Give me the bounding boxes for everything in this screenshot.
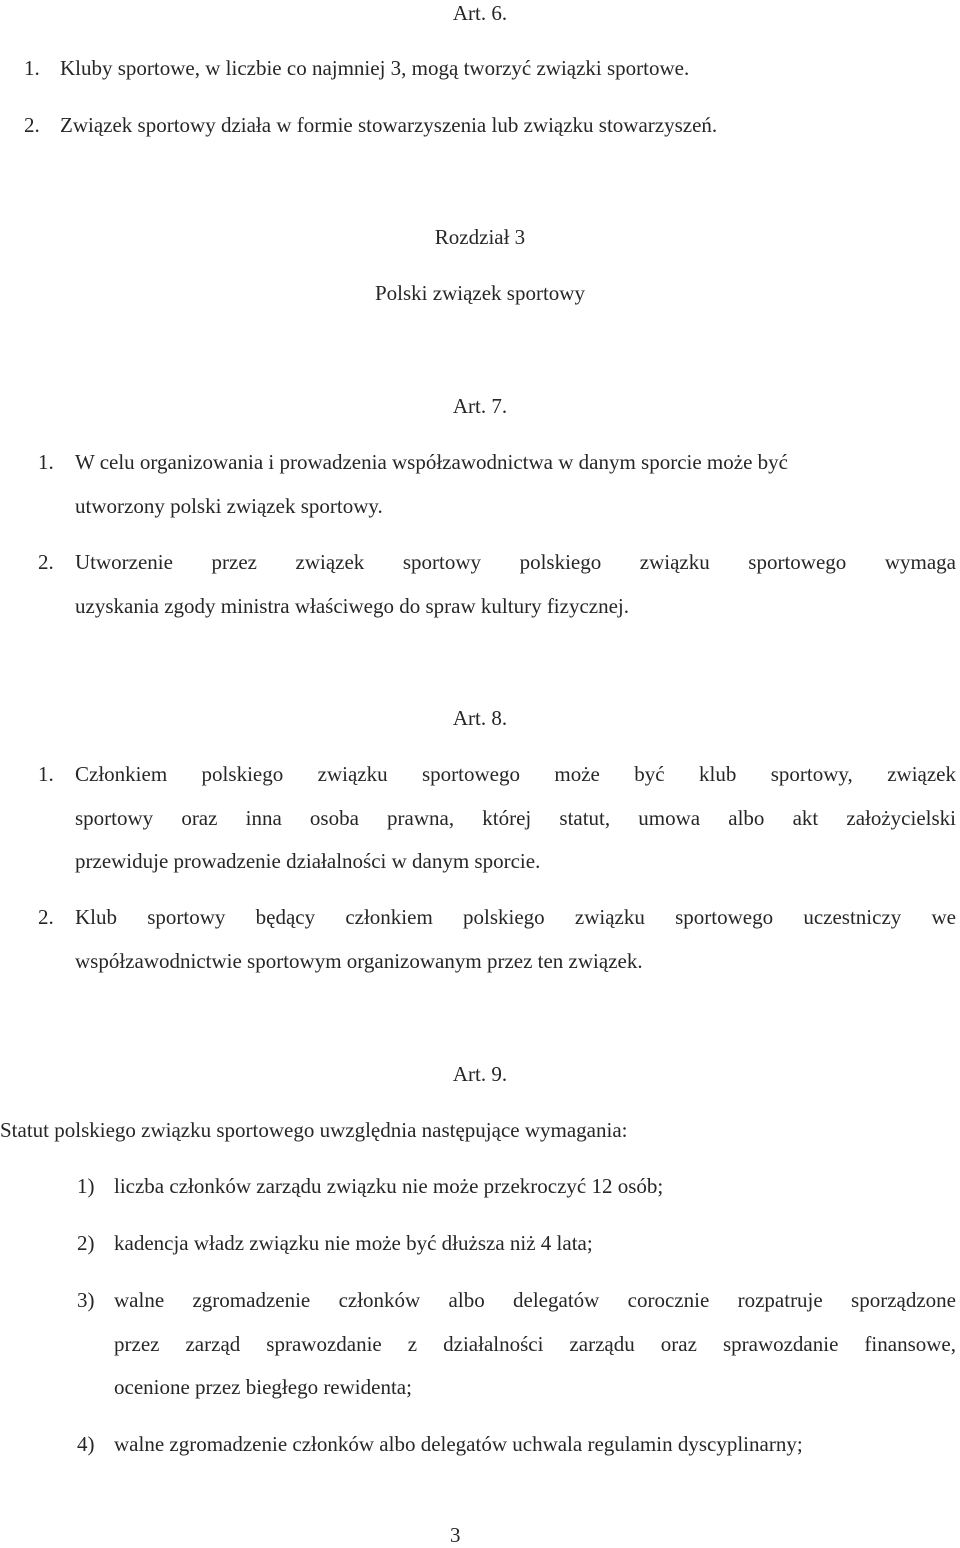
paragraph-number: 2. [38, 550, 54, 574]
paragraph-text-line: W celu organizowania i prowadzenia współzawodnictwa w danym sporcie może być [75, 450, 788, 474]
paragraph-text-line: uzyskania zgody ministra właściwego do spraw kultury fizycznej. [75, 594, 630, 618]
paragraph-text-line: sportowy oraz inna osoba prawna, której statut, umowa albo akt założycielski [75, 806, 956, 830]
paragraph-number: 2. [38, 905, 54, 929]
article-heading: Art. 7. [452, 394, 508, 418]
list-item-number: 1) [77, 1174, 95, 1198]
article-heading: Art. 8. [452, 706, 508, 730]
paragraph-text-line: Klub sportowy będący członkiem polskiego związku sportowego uczestniczy we [75, 905, 956, 929]
paragraph-text-line: utworzony polski związek sportowy. [75, 494, 383, 518]
article-intro: Statut polskiego związku sportowego uwzględnia następujące wymagania: [0, 1118, 628, 1142]
paragraph-number: 2. [24, 113, 40, 137]
list-item-text: przez zarząd sprawozdanie z działalności zarządu oraz sprawozdanie finansowe, [114, 1332, 956, 1356]
list-item-text: walne zgromadzenie członków albo delegatów uchwala regulamin dyscyplinarny; [114, 1432, 803, 1456]
paragraph-text: Związek sportowy działa w formie stowarzyszenia lub związku stowarzyszeń. [60, 113, 718, 137]
paragraph-text-line: Członkiem polskiego związku sportowego może być klub sportowy, związek [75, 762, 956, 786]
article-heading: Art. 6. [452, 1, 508, 25]
page-number: 3 [450, 1523, 461, 1547]
paragraph-text: Kluby sportowe, w liczbie co najmniej 3, mogą tworzyć związki sportowe. [60, 56, 690, 80]
list-item-number: 2) [77, 1231, 95, 1255]
paragraph-number: 1. [38, 450, 54, 474]
list-item-text: kadencja władz związku nie może być dłuższa niż 4 lata; [114, 1231, 593, 1255]
paragraph-number: 1. [24, 56, 40, 80]
list-item-text: ocenione przez biegłego rewidenta; [114, 1375, 412, 1399]
chapter-title: Polski związek sportowy [375, 281, 585, 305]
list-item-text: walne zgromadzenie członków albo delegatów corocznie rozpatruje sporządzone [114, 1288, 956, 1312]
paragraph-number: 1. [38, 762, 54, 786]
list-item-number: 4) [77, 1432, 95, 1456]
list-item-text: liczba członków zarządu związku nie może przekroczyć 12 osób; [114, 1174, 664, 1198]
article-heading: Art. 9. [452, 1062, 508, 1086]
chapter-number: Rozdział 3 [434, 225, 526, 249]
paragraph-text-line: współzawodnictwie sportowym organizowanym przez ten związek. [75, 949, 643, 973]
paragraph-text-line: Utworzenie przez związek sportowy polskiego związku sportowego wymaga [75, 550, 956, 574]
paragraph-text-line: przewiduje prowadzenie działalności w danym sporcie. [75, 849, 541, 873]
list-item-number: 3) [77, 1288, 95, 1312]
